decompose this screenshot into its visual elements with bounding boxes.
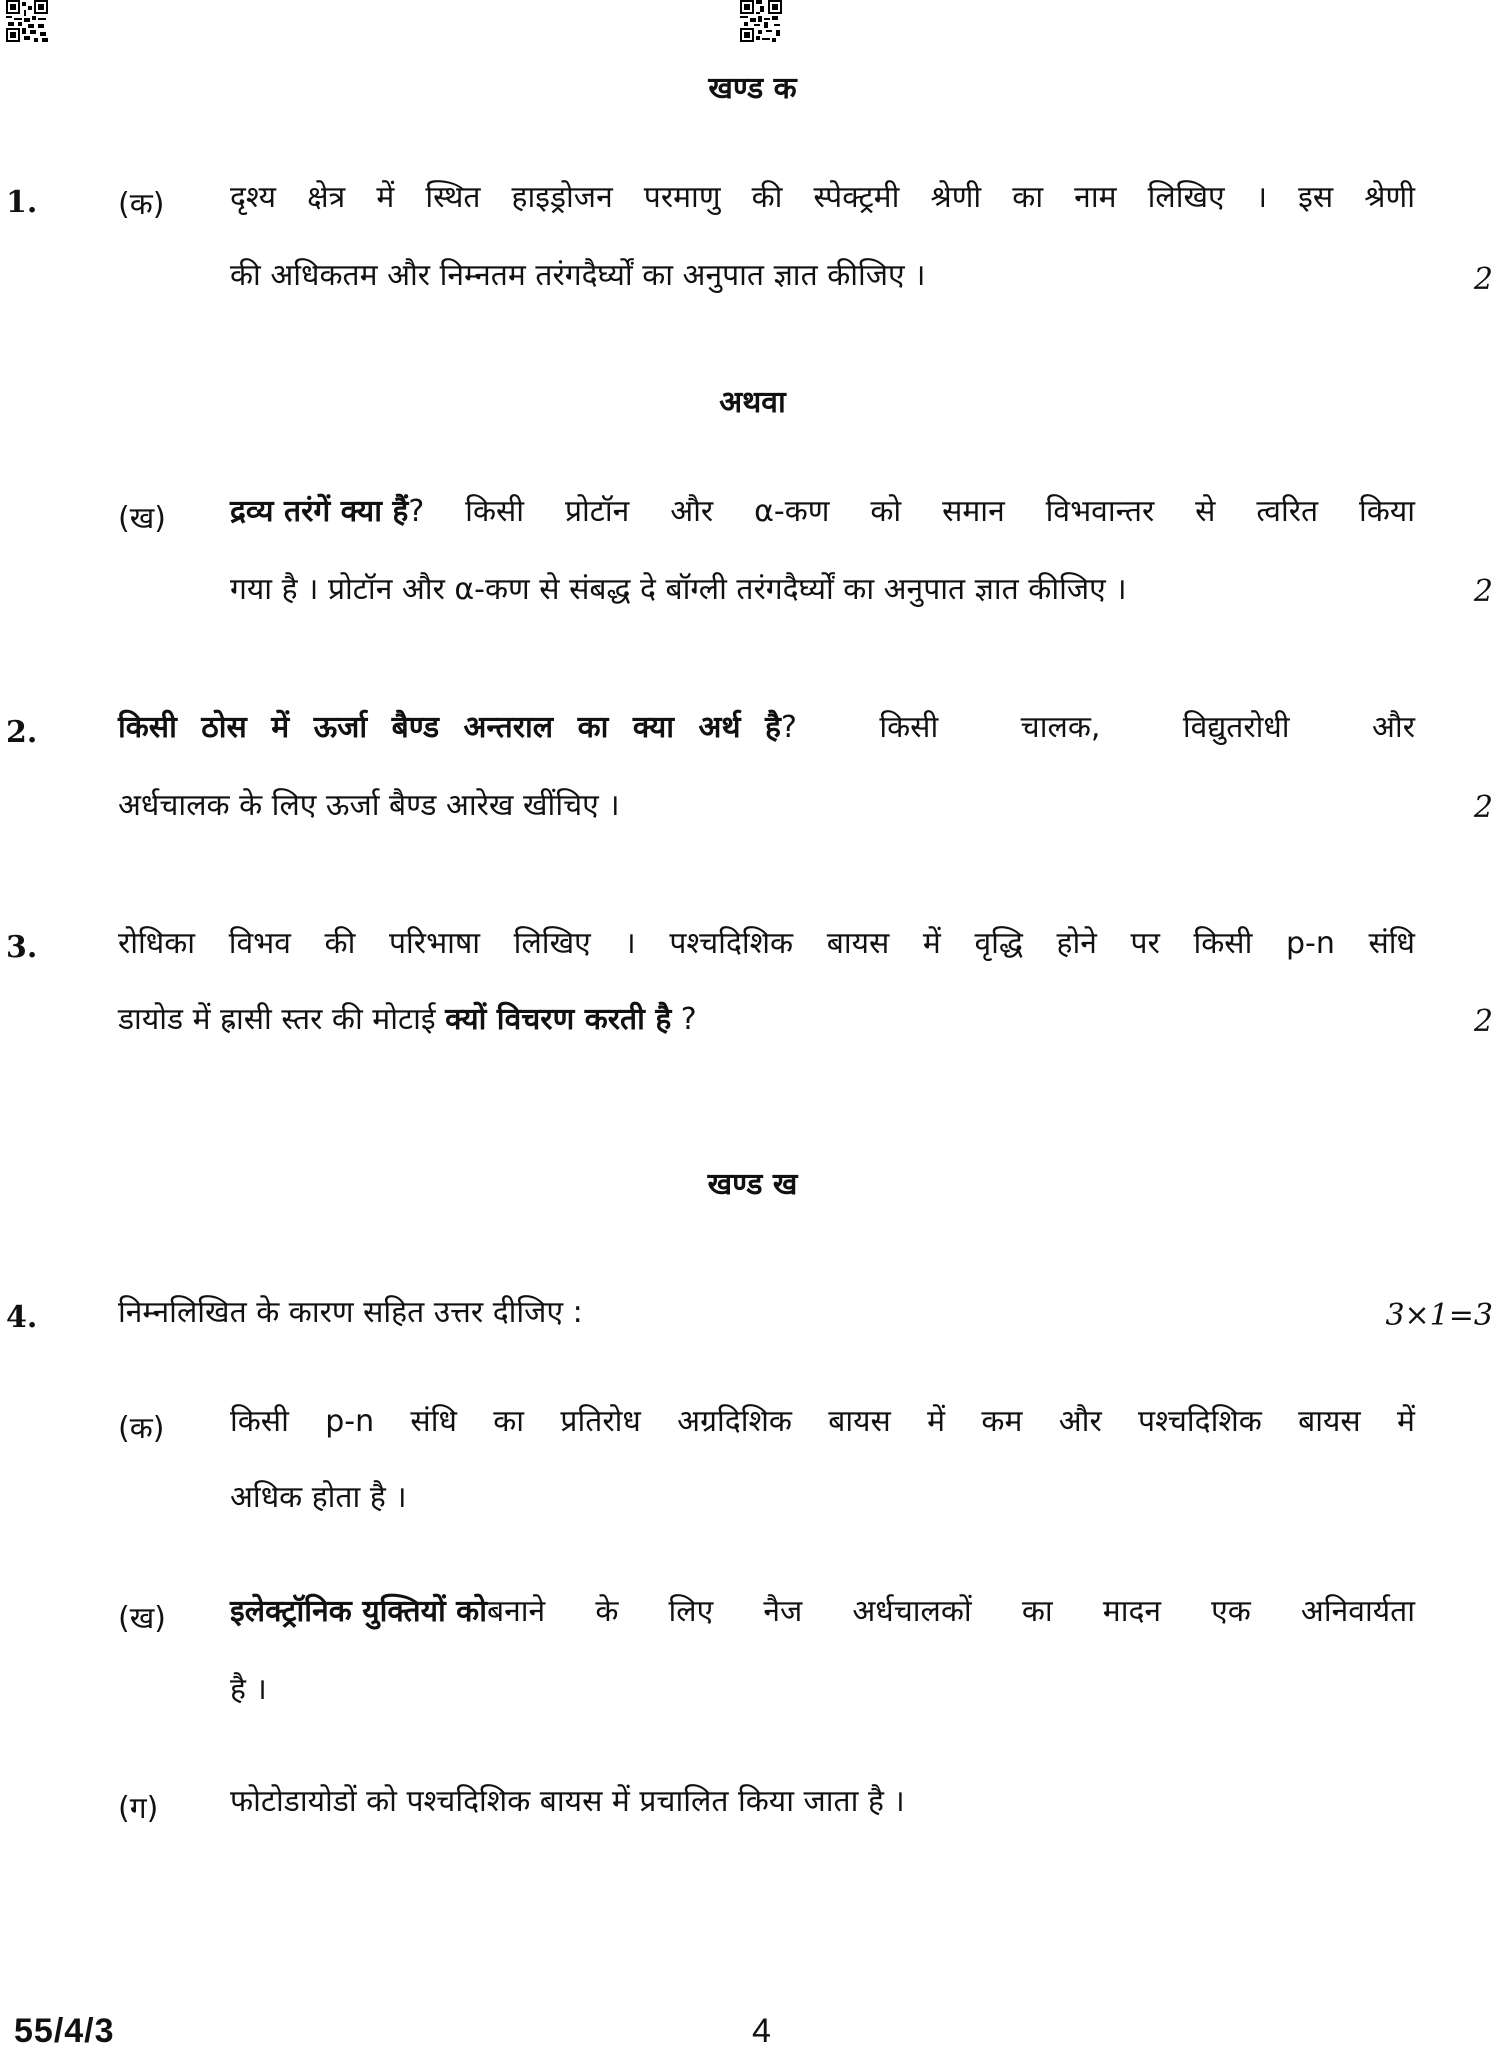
q2-marks: 2 bbox=[1473, 790, 1493, 825]
q1a-line-2: की अधिकतम और निम्नतम तरंगदैर्घ्यों का अनुपात ज्ञात कीजिए । bbox=[230, 258, 926, 293]
q4b-line-2: है । bbox=[230, 1672, 267, 1707]
q4b-line-1 bbox=[230, 1594, 1415, 1630]
q3-marks: 2 bbox=[1473, 1004, 1493, 1039]
q3-line-1: रोधिका विभव की परिभाषा लिखिए । पश्चदिशिक बायस में वृद्धि होने पर किसी p-n संधि bbox=[118, 926, 1415, 961]
q4-intro: निम्नलिखित के कारण सहित उत्तर दीजिए : bbox=[118, 1295, 583, 1330]
part-label-1a: (क) bbox=[118, 187, 165, 222]
paper-code: 55/4/3 bbox=[14, 2012, 115, 2050]
q3-bold-suffix: क्यों विचरण करती है bbox=[445, 1002, 672, 1037]
question-number-3: 3. bbox=[6, 930, 38, 965]
q3-line-2 bbox=[118, 1002, 697, 1038]
q1b-line-2: गया है । प्रोटॉन और α-कण से संबद्ध दे बॉग्ली तरंगदैर्घ्यों का अनुपात ज्ञात कीजिए । bbox=[230, 572, 1127, 607]
question-number-2: 2. bbox=[6, 715, 38, 750]
q2-line-1-rest: ? किसी चालक, विद्युतरोधी और bbox=[780, 710, 1415, 745]
q4b-bold-prefix: इलेक्ट्रॉनिक युक्तियों को bbox=[230, 1594, 487, 1629]
q2-bold-prefix: किसी ठोस में ऊर्जा बैण्ड अन्तराल का क्या अर्थ है bbox=[118, 710, 781, 745]
q4-marks: 3×1=3 bbox=[1385, 1298, 1493, 1333]
q2-line-1 bbox=[118, 710, 1415, 746]
part-label-1b: (ख) bbox=[118, 501, 166, 536]
q1b-bold-prefix: द्रव्य तरंगें क्या हैं bbox=[230, 494, 409, 529]
q1a-marks: 2 bbox=[1473, 262, 1493, 297]
question-number-1: 1. bbox=[6, 185, 38, 220]
q1a-line-1: दृश्य क्षेत्र में स्थित हाइड्रोजन परमाणु की स्पेक्ट्रमी श्रेणी का नाम लिखिए । इस श्रेणी bbox=[230, 180, 1415, 215]
page-number: 4 bbox=[752, 2012, 771, 2050]
part-label-4a: (क) bbox=[118, 1411, 165, 1446]
part-label-4c: (ग) bbox=[118, 1791, 159, 1826]
q1b-marks: 2 bbox=[1473, 574, 1493, 609]
q3-line-2-start: डायोड में ह्रासी स्तर की मोटाई bbox=[118, 1002, 446, 1037]
q4c-line-1: फोटोडायोडों को पश्चदिशिक बायस में प्रचालित किया जाता है । bbox=[230, 1784, 905, 1819]
part-label-4b: (ख) bbox=[118, 1601, 166, 1636]
q2-line-2: अर्धचालक के लिए ऊर्जा बैण्ड आरेख खींचिए । bbox=[118, 788, 620, 823]
q1b-line-1 bbox=[230, 494, 1415, 530]
q1b-line-1-rest: ? किसी प्रोटॉन और α-कण को समान विभवान्तर से त्वरित किया bbox=[408, 494, 1415, 529]
q4a-line-2: अधिक होता है । bbox=[230, 1480, 407, 1515]
q4b-line-1-rest: बनाने के लिए नैज अर्धचालकों का मादन एक अनिवार्यता bbox=[487, 1594, 1415, 1629]
section-title-a: खण्ड क bbox=[708, 71, 797, 106]
q3-tail: ? bbox=[671, 1002, 697, 1037]
qr-code-center-icon bbox=[738, 0, 784, 42]
question-number-4: 4. bbox=[6, 1300, 38, 1335]
q4a-line-1: किसी p-n संधि का प्रतिरोध अग्रदिशिक बायस में कम और पश्चदिशिक बायस में bbox=[230, 1404, 1415, 1439]
qr-code-left-icon bbox=[4, 0, 50, 42]
section-title-b: खण्ड ख bbox=[707, 1167, 798, 1202]
or-label: अथवा bbox=[719, 385, 786, 420]
